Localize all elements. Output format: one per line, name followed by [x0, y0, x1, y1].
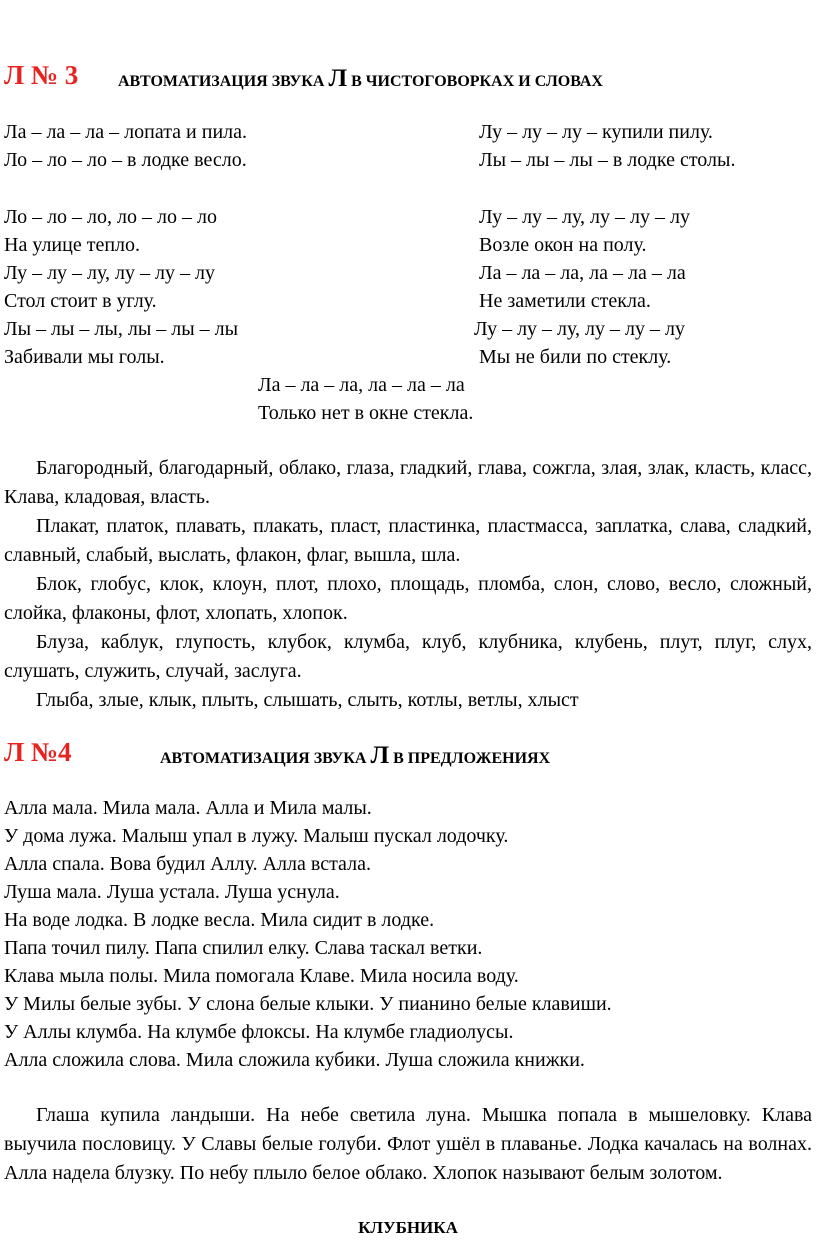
section3-number: Л № 3: [4, 60, 79, 90]
section3-heading: [4, 60, 78, 91]
center-line-1: Ла – ла – ла, ла – ла – ла: [258, 374, 465, 396]
section3-title-b: В ЧИСТОГОВОРКАХ И СЛОВАХ: [347, 73, 603, 90]
section4-number: Л №4: [4, 737, 72, 767]
section4-title-letter: Л: [370, 742, 390, 769]
sentence-line-1: Алла мала. Мила мала. Алла и Мила малы.: [4, 797, 372, 819]
left-line-7: Лы – лы – лы, лы – лы – лы: [4, 318, 239, 340]
right-line-1: Лу – лу – лу – купили пилу.: [479, 121, 713, 143]
right-line-2: Лы – лы – лы – в лодке столы.: [479, 149, 736, 171]
word-paragraph-3: Блок, глобус, клок, клоун, плот, плохо, площадь, пломба, слон, слово, весло, сложный, слойка, флаконы, флот, хлопать, хлопок.: [4, 573, 812, 624]
section4-title-a: АВТОМАТИЗАЦИЯ ЗВУКА: [160, 750, 371, 767]
final-title: КЛУБНИКА: [358, 1218, 458, 1237]
sentence-line-5: На воде лодка. В лодке весла. Мила сидит в лодке.: [4, 909, 435, 931]
section4-title: [160, 742, 550, 770]
sentence-line-9: У Аллы клумба. На клумбе флоксы. На клумбе гладиолусы.: [4, 1021, 514, 1043]
word-paragraph-5: Глыба, злые, клык, плыть, слышать, слыть, котлы, ветлы, хлыст: [36, 689, 579, 711]
left-line-3: Ло – ло – ло, ло – ло – ло: [4, 206, 217, 228]
right-line-5: Ла – ла – ла, ла – ла – ла: [479, 262, 686, 284]
sentence-line-4: Луша мала. Луша устала. Луша уснула.: [4, 881, 340, 903]
sentence-line-3: Алла спала. Вова будил Аллу. Алла встала.: [4, 853, 371, 875]
section3-title-letter: Л: [328, 65, 348, 92]
sentence-line-2: У дома лужа. Малыш упал в лужу. Малыш пускал лодочку.: [4, 825, 509, 847]
section3-title-a: АВТОМАТИЗАЦИЯ ЗВУКА: [118, 73, 329, 90]
right-line-4: Возле окон на полу.: [479, 234, 647, 256]
word-paragraph-2: Плакат, платок, плавать, плакать, пласт, пластинка, пластмасса, заплатка, слава, сладкий, славный, слабый, выслать, флакон, флаг, вышла, шла.: [4, 515, 812, 566]
word-paragraphs: [4, 454, 812, 715]
sentence-line-6: Папа точил пилу. Папа спилил елку. Слава таскал ветки.: [4, 937, 483, 959]
sentence-line-7: Клава мыла полы. Мила помогала Клаве. Мила носила воду.: [4, 965, 519, 987]
section4-heading: [4, 737, 72, 768]
sentence-paragraph-block: [4, 1101, 812, 1188]
left-line-6: Стол стоит в углу.: [4, 290, 157, 312]
left-line-2: Ло – ло – ло – в лодке весло.: [4, 149, 247, 171]
left-line-4: На улице тепло.: [4, 234, 141, 256]
section3-title: [118, 65, 603, 93]
right-line-6: Не заметили стекла.: [479, 290, 651, 312]
sentence-paragraph: Глаша купила ландыши. На небе светила луна. Мышка попала в мышеловку. Клава выучила пословицу. У Славы белые голуби. Флот ушёл в плаванье. Лодка качалась на волнах. Алла надела блузку. По небу плыло белое облако. Хлопок называют белым золотом.: [4, 1104, 812, 1184]
right-line-3: Лу – лу – лу, лу – лу – лу: [479, 206, 690, 228]
center-line-2: Только нет в окне стекла.: [258, 402, 474, 424]
word-paragraph-4: Блуза, каблук, глупость, клубок, клумба, клуб, клубника, клубень, плут, плуг, слух, слушать, служить, случай, заслуга.: [4, 631, 812, 682]
section4-title-b: В ПРЕДЛОЖЕНИЯХ: [389, 750, 551, 767]
left-line-1: Ла – ла – ла – лопата и пила.: [4, 121, 248, 143]
sentence-line-10: Алла сложила слова. Мила сложила кубики. Луша сложила книжки.: [4, 1049, 585, 1071]
sentence-line-8: У Милы белые зубы. У слона белые клыки. У пианино белые клавиши.: [4, 993, 612, 1015]
left-line-5: Лу – лу – лу, лу – лу – лу: [4, 262, 215, 284]
right-line-7: Лу – лу – лу, лу – лу – лу: [474, 318, 685, 340]
right-line-8: Мы не били по стеклу.: [479, 346, 672, 368]
word-paragraph-1: Благородный, благодарный, облако, глаза, гладкий, глава, сожгла, злая, злак, класть, класс, Клава, кладовая, власть.: [4, 457, 812, 508]
left-line-8: Забивали мы голы.: [4, 346, 165, 368]
